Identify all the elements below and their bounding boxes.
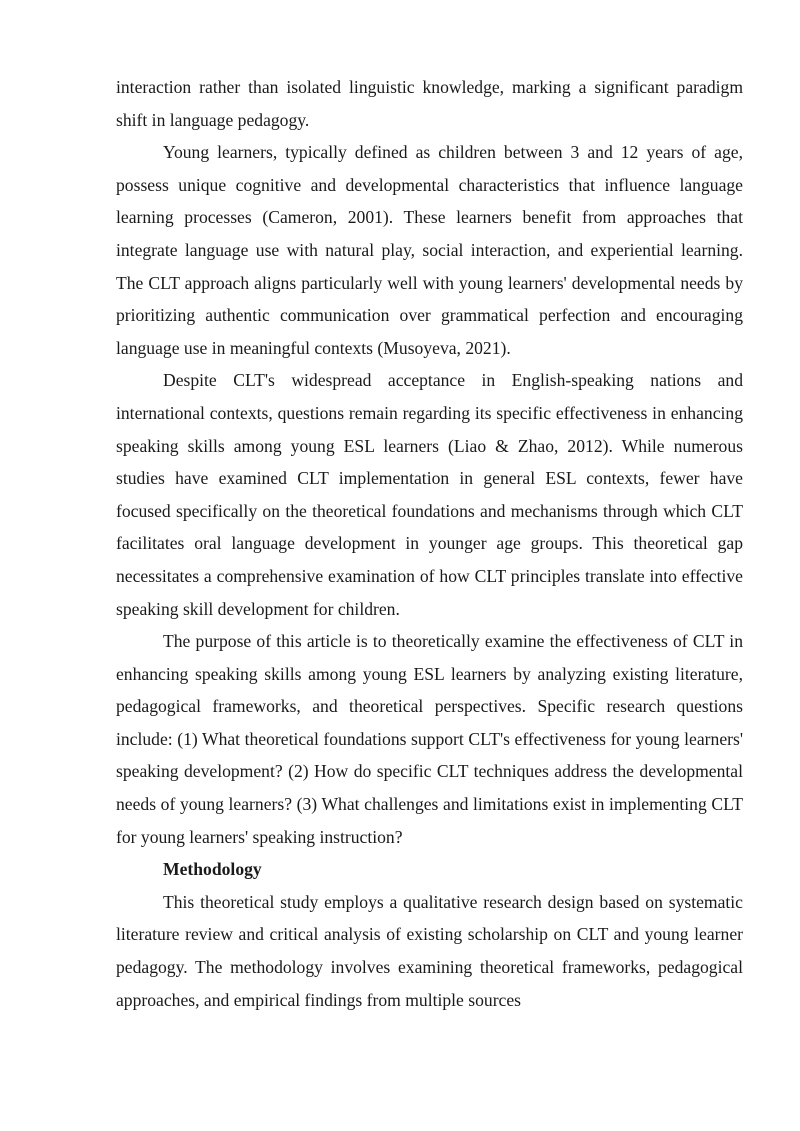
paragraph-clt-acceptance: Despite CLT's widespread acceptance in English-speaking nations and international contexts, questions remain regarding its specific effectiveness in enhancing speaking skills among young ESL learners (Liao & Zhao, 2012). While numerous studies have examined CLT implementation in general ESL contexts, fewer have focused specifically on the theoretical foundations and mechanisms through which CLT facilitates oral language development in younger age groups. This theoretical gap necessitates a comprehensive examination of how CLT principles translate into effective speaking skill development for children. [116,370,743,619]
paragraph-methodology: This theoretical study employs a qualitative research design based on systematic literature review and critical analysis of existing scholarship on CLT and young learner pedagogy. The methodology involves examining theoretical frameworks, pedagogical approaches, and empirical findings from multiple sources [116,891,743,1010]
document-page [116,71,743,1016]
paragraph-continuation: interaction rather than isolated linguistic knowledge, marking a significant paradigm shift in language pedagogy. [116,77,743,130]
section-heading-methodology: Methodology [163,859,262,880]
paragraph-young-learners: Young learners, typically defined as children between 3 and 12 years of age, possess unique cognitive and developmental characteristics that influence language learning processes (Cameron, 2001). These learners benefit from approaches that integrate language use with natural play, social interaction, and experiential learning. The CLT approach aligns particularly well with young learners' developmental needs by prioritizing authentic communication over grammatical perfection and encouraging language use in meaningful contexts (Musoyeva, 2021). [116,142,743,358]
paragraph-purpose: The purpose of this article is to theoretically examine the effectiveness of CLT in enhancing speaking skills among young ESL learners by analyzing existing literature, pedagogical frameworks, and theoretical perspectives. Specific research questions include: (1) What theoretical foundations support CLT's effectiveness for young learners' speaking development? (2) How do specific CLT techniques address the developmental needs of young learners? (3) What challenges and limitations exist in implementing CLT for young learners' speaking instruction? [116,631,743,847]
